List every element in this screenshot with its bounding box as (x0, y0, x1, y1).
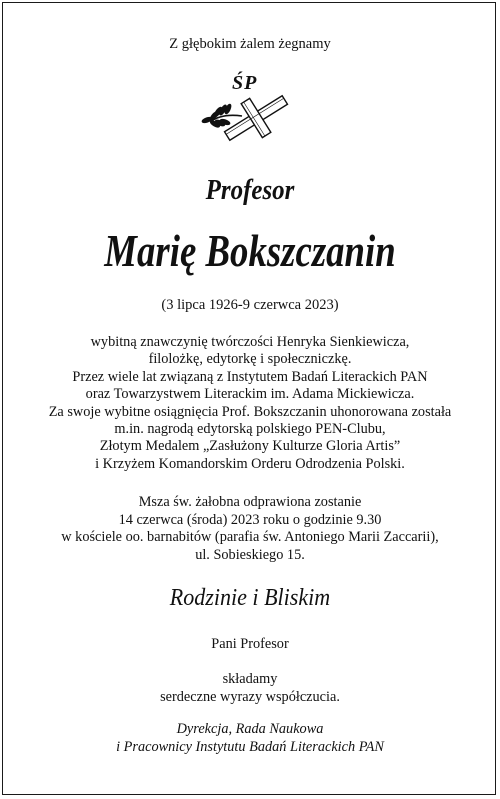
mass-line: w kościele oo. barnabitów (parafia św. Antoniego Marii Zaccarii), (61, 529, 439, 546)
tribute-line: m.in. nagrodą edytorską polskiego PEN-Clubu, (114, 421, 386, 438)
mass-line: ul. Sobieskiego 15. (195, 546, 305, 563)
family-heading: Rodzinie i Bliskim (169, 584, 331, 611)
life-dates: (3 lipca 1926-9 czerwca 2023) (161, 297, 339, 313)
recipient-text: Pani Profesor (211, 636, 289, 652)
tribute-paragraph (0, 334, 500, 473)
deceased-name: Marię Bokszczanin (104, 225, 396, 276)
tribute-line: wybitną znawczynię twórczości Henryka Sienkiewicza, (90, 334, 410, 350)
tribute-line: Złotym Medalem „Zasłużony Kulturze Gloria Artis” (99, 438, 401, 455)
tribute-line: Za swoje wybitne osiągnięcia Prof. Bokszczanin uhonorowana została (48, 403, 452, 420)
tribute-line: oraz Towarzystwem Literackim im. Adama Mickiewicza. (85, 386, 415, 403)
mass-line: 14 czerwca (środa) 2023 roku o godzinie 9.30 (118, 511, 382, 528)
mass-line: Msza św. żałobna odprawiona zostanie (138, 494, 362, 510)
signature-line: Dyrekcja, Rada Naukowa (176, 721, 324, 737)
mass-announcement (0, 494, 500, 564)
signature-block (0, 720, 500, 756)
tribute-line: filolożkę, edytorkę i społeczniczkę. (148, 351, 352, 368)
signature-line: i Pracownicy Instytutu Badań Literackich PAN (116, 739, 384, 755)
condolence-line: serdeczne wyrazy współczucia. (160, 689, 340, 705)
condolence-line: składamy (222, 671, 278, 687)
tribute-line: i Krzyżem Komandorskim Orderu Odrodzenia Polski. (95, 455, 405, 472)
tribute-line: Przez wiele lat związaną z Instytutem Badań Literackich PAN (72, 368, 428, 385)
intro-text: Z głębokim żalem żegnamy (169, 36, 331, 52)
sp-letters: ŚP (232, 72, 258, 94)
condolence-text (0, 670, 500, 706)
title-prefix: Profesor (205, 174, 295, 206)
